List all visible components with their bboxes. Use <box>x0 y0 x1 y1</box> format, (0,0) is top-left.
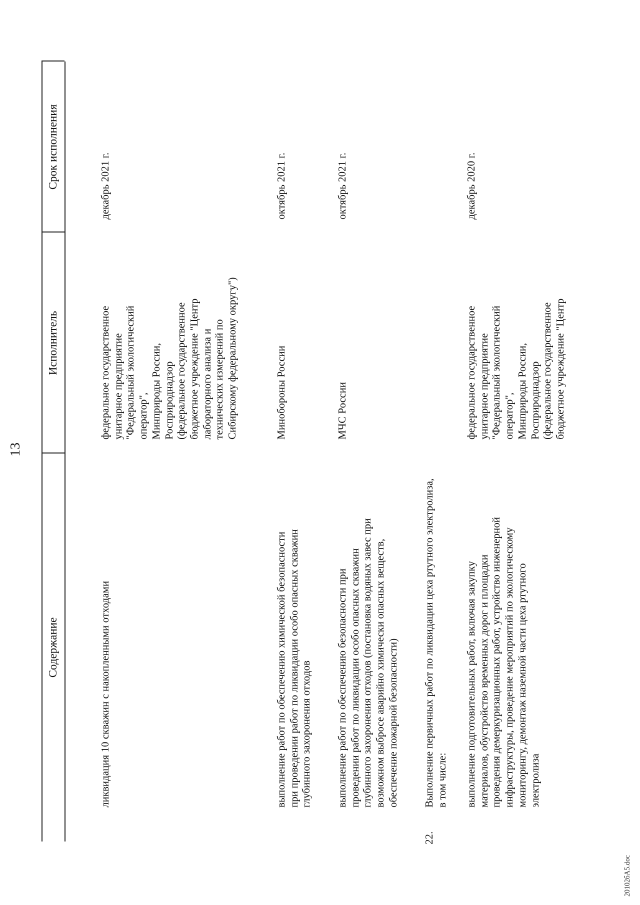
row-2-content: выполнение работ по обеспечению химической безопасности при проведении работ по ликвидации особо опасных скважин глубинного захоронения отходов <box>276 529 313 808</box>
row-1-deadline: декабрь 2021 г. <box>100 152 111 220</box>
row-3-deadline: октябрь 2021 г. <box>337 152 348 220</box>
page-number: 13 <box>8 442 23 457</box>
row-5-executor: федеральное государственное унитарное предприятие "Федеральный экологический оператор", Минприроды России, Росприроднадзор (федеральное государственное бюджетное учреждение "Центр <box>466 298 566 440</box>
row-2-deadline: октябрь 2021 г. <box>276 152 287 220</box>
row-22-number: 22. <box>424 831 435 845</box>
row-3-content: выполнение работ по обеспечению безопасности при проведении работ по ликвидации особо опасных скважин глубинного захоронения отходов (постановка водяных завес при возможном выбросе аварийно химически опасных веществ, обеспечение пожарной безопасности) <box>337 518 399 808</box>
header-deadline: Срок исполнения <box>47 104 59 190</box>
row-3-executor: МЧС России <box>337 382 348 440</box>
row-22-content: Выполнение первичных работ по ликвидации цеха ртутного электролиза, в том числе: <box>424 478 448 808</box>
row-5-deadline: декабрь 2020 г. <box>466 152 477 220</box>
footer-file-name: 20102бА5.doc <box>623 855 631 897</box>
row-1-executor: федеральное государственное унитарное предприятие "Федеральный экологический оператор", Минприроды России, Росприроднадзор (федеральное государственное бюджетное учреждение "Центр лабораторного анализа и технических измерений по Сибирскому федеральному округу") <box>100 277 239 440</box>
header-content: Содержание <box>47 617 59 678</box>
row-5-content: выполнение подготовительных работ, включая закупку материалов, обустройство временных дорог и площадки проведения демеркуризационных работ, устройство инженерной инфраструктуры, проведение мероприятий по экологическому мониторингу, демонтаж наземной части цеха ртутного электролиза <box>466 516 541 808</box>
header-executor: Исполнитель <box>47 310 59 376</box>
row-1-content: ликвидация 10 скважин с накопленными отходами <box>100 580 111 808</box>
row-2-executor: Минобороны России <box>276 345 287 440</box>
